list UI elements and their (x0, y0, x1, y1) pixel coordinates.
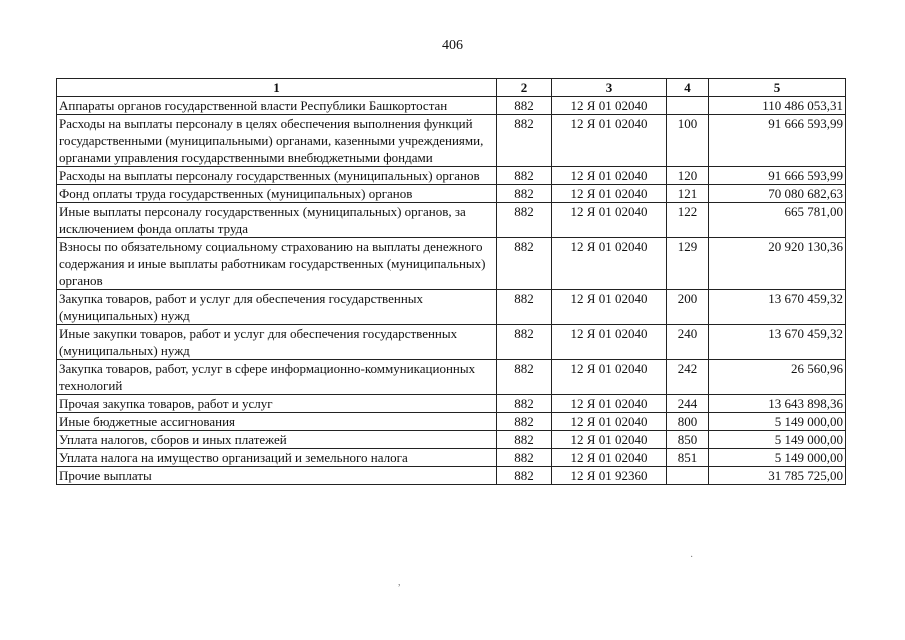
row-code-cell: 12 Я 01 02040 (552, 203, 667, 238)
page-number: 406 (442, 38, 463, 53)
row-type-cell: 121 (667, 185, 709, 203)
row-amount-cell: 13 643 898,36 (709, 395, 846, 413)
row-name-cell: Уплата налога на имущество организаций и земельного налога (57, 449, 497, 467)
row-type-cell (667, 467, 709, 485)
row-type-cell: 129 (667, 238, 709, 290)
column-header-name: 1 (57, 79, 497, 97)
row-amount-cell: 13 670 459,32 (709, 290, 846, 325)
table-row (57, 431, 846, 449)
row-section-cell: 882 (497, 185, 552, 203)
row-name-cell: Прочие выплаты (57, 467, 497, 485)
row-section-cell: 882 (497, 290, 552, 325)
table-row (57, 467, 846, 485)
table-row (57, 167, 846, 185)
row-section-cell: 882 (497, 395, 552, 413)
table-row (57, 97, 846, 115)
row-code-cell: 12 Я 01 92360 (552, 467, 667, 485)
column-header-amount: 5 (709, 79, 846, 97)
row-code-cell: 12 Я 01 02040 (552, 115, 667, 167)
row-name-cell: Закупка товаров, работ, услуг в сфере информационно-коммуникационных технологий (57, 360, 497, 395)
row-amount-cell: 5 149 000,00 (709, 449, 846, 467)
row-type-cell: 244 (667, 395, 709, 413)
table-row (57, 413, 846, 431)
row-name-cell: Расходы на выплаты персоналу государственных (муниципальных) органов (57, 167, 497, 185)
row-amount-cell: 110 486 053,31 (709, 97, 846, 115)
table-body (57, 97, 846, 485)
row-name-cell: Прочая закупка товаров, работ и услуг (57, 395, 497, 413)
table-row (57, 203, 846, 238)
row-section-cell: 882 (497, 115, 552, 167)
row-amount-cell: 665 781,00 (709, 203, 846, 238)
row-type-cell: 800 (667, 413, 709, 431)
row-section-cell: 882 (497, 97, 552, 115)
row-amount-cell: 26 560,96 (709, 360, 846, 395)
row-section-cell: 882 (497, 413, 552, 431)
row-amount-cell: 5 149 000,00 (709, 431, 846, 449)
row-section-cell: 882 (497, 467, 552, 485)
row-name-cell: Фонд оплаты труда государственных (муниципальных) органов (57, 185, 497, 203)
row-name-cell: Закупка товаров, работ и услуг для обеспечения государственных (муниципальных) нужд (57, 290, 497, 325)
row-name-cell: Взносы по обязательному социальному страхованию на выплаты денежного содержания и иные выплаты работникам государственных (муниципальных) органов (57, 238, 497, 290)
row-type-cell (667, 97, 709, 115)
row-section-cell: 882 (497, 449, 552, 467)
row-section-cell: 882 (497, 238, 552, 290)
row-amount-cell: 31 785 725,00 (709, 467, 846, 485)
row-type-cell: 122 (667, 203, 709, 238)
row-amount-cell: 91 666 593,99 (709, 167, 846, 185)
row-name-cell: Расходы на выплаты персоналу в целях обеспечения выполнения функций государственными (муниципальными) органами, казенными учреждениями, органами управления государственными внебюджетными фондами (57, 115, 497, 167)
row-amount-cell: 13 670 459,32 (709, 325, 846, 360)
table-row (57, 325, 846, 360)
row-name-cell: Уплата налогов, сборов и иных платежей (57, 431, 497, 449)
row-code-cell: 12 Я 01 02040 (552, 97, 667, 115)
row-section-cell: 882 (497, 431, 552, 449)
row-code-cell: 12 Я 01 02040 (552, 395, 667, 413)
row-code-cell: 12 Я 01 02040 (552, 449, 667, 467)
row-amount-cell: 91 666 593,99 (709, 115, 846, 167)
row-code-cell: 12 Я 01 02040 (552, 290, 667, 325)
table-row (57, 115, 846, 167)
row-type-cell: 200 (667, 290, 709, 325)
table-row (57, 360, 846, 395)
table-row (57, 395, 846, 413)
row-type-cell: 851 (667, 449, 709, 467)
row-section-cell: 882 (497, 360, 552, 395)
row-type-cell: 242 (667, 360, 709, 395)
table-row (57, 449, 846, 467)
row-type-cell: 850 (667, 431, 709, 449)
table-row (57, 290, 846, 325)
row-name-cell: Иные закупки товаров, работ и услуг для обеспечения государственных (муниципальных) нужд (57, 325, 497, 360)
header-row (57, 79, 846, 97)
column-header-section: 2 (497, 79, 552, 97)
column-header-type: 4 (667, 79, 709, 97)
row-type-cell: 240 (667, 325, 709, 360)
scan-speck: , (398, 577, 401, 588)
scan-speck: · (690, 552, 694, 563)
row-code-cell: 12 Я 01 02040 (552, 413, 667, 431)
row-name-cell: Аппараты органов государственной власти Республики Башкортостан (57, 97, 497, 115)
column-header-code: 3 (552, 79, 667, 97)
row-type-cell: 100 (667, 115, 709, 167)
budget-table (56, 78, 846, 485)
row-amount-cell: 70 080 682,63 (709, 185, 846, 203)
row-type-cell: 120 (667, 167, 709, 185)
row-code-cell: 12 Я 01 02040 (552, 325, 667, 360)
row-code-cell: 12 Я 01 02040 (552, 238, 667, 290)
row-section-cell: 882 (497, 325, 552, 360)
row-section-cell: 882 (497, 203, 552, 238)
row-name-cell: Иные бюджетные ассигнования (57, 413, 497, 431)
row-code-cell: 12 Я 01 02040 (552, 431, 667, 449)
row-amount-cell: 5 149 000,00 (709, 413, 846, 431)
row-section-cell: 882 (497, 167, 552, 185)
table-row (57, 185, 846, 203)
row-name-cell: Иные выплаты персоналу государственных (муниципальных) органов, за исключением фонда оплаты труда (57, 203, 497, 238)
table-row (57, 238, 846, 290)
row-amount-cell: 20 920 130,36 (709, 238, 846, 290)
row-code-cell: 12 Я 01 02040 (552, 167, 667, 185)
row-code-cell: 12 Я 01 02040 (552, 185, 667, 203)
row-code-cell: 12 Я 01 02040 (552, 360, 667, 395)
